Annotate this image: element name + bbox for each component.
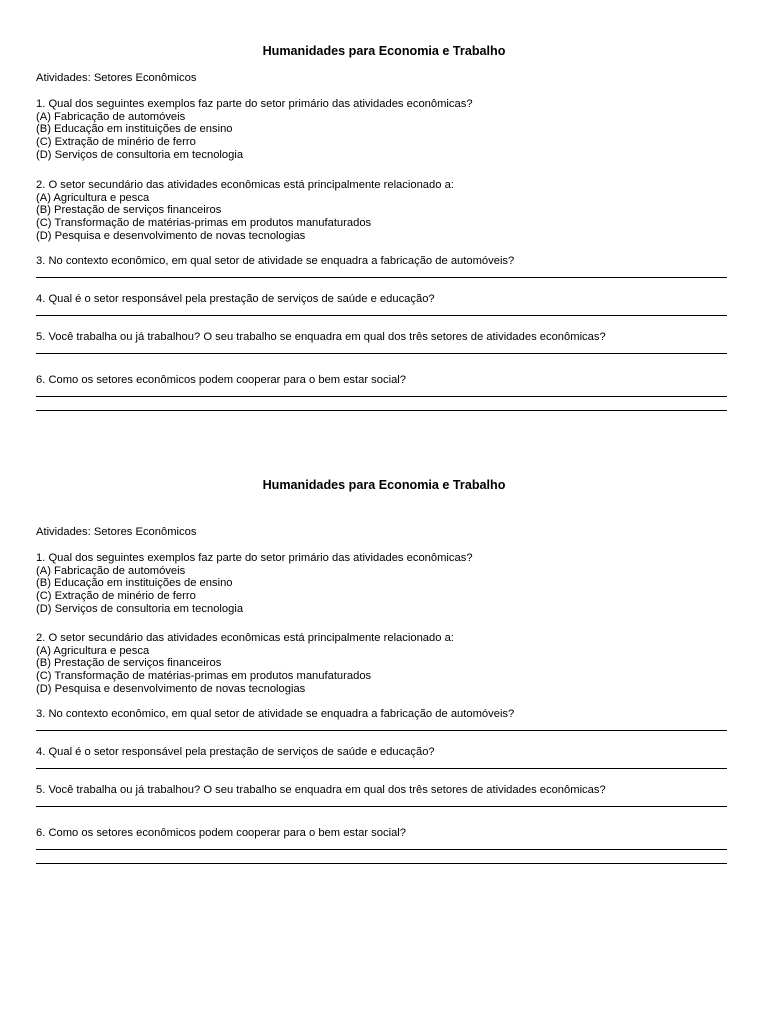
- worksheet-2: [0, 477, 768, 839]
- answer-line-5[interactable]: [36, 806, 727, 807]
- question-2: [36, 179, 727, 243]
- question-5-text: 5. Você trabalha ou já trabalhou? O seu trabalho se enquadra em qual dos três setores de atividades econômicas?: [36, 331, 606, 343]
- question-2-option-b: (B) Prestação de serviços financeiros: [36, 204, 222, 217]
- question-6-text: 6. Como os setores econômicos podem cooperar para o bem estar social?: [36, 827, 406, 839]
- answer-line-5[interactable]: [36, 353, 727, 354]
- question-1-text: 1. Qual dos seguintes exemplos faz parte do setor primário das atividades econômicas?: [36, 552, 473, 564]
- question-3-text: 3. No contexto econômico, em qual setor de atividade se enquadra a fabricação de automóveis?: [36, 255, 515, 267]
- question-2-option-b: (B) Prestação de serviços financeiros: [36, 657, 222, 670]
- question-1-option-c: (C) Extração de minério de ferro: [36, 590, 196, 603]
- question-6-text: 6. Como os setores econômicos podem cooperar para o bem estar social?: [36, 374, 406, 386]
- answer-line-4[interactable]: [36, 768, 727, 769]
- question-2-option-c: (C) Transformação de matérias-primas em produtos manufaturados: [36, 670, 372, 683]
- question-6: [36, 374, 727, 387]
- worksheet-title: Humanidades para Economia e Trabalho: [262, 478, 506, 492]
- question-3-text: 3. No contexto econômico, em qual setor de atividade se enquadra a fabricação de automóveis?: [36, 708, 515, 720]
- answer-line-6a[interactable]: [36, 396, 727, 397]
- question-1-text: 1. Qual dos seguintes exemplos faz parte do setor primário das atividades econômicas?: [36, 98, 473, 110]
- question-1: [36, 552, 727, 616]
- worksheet-title: Humanidades para Economia e Trabalho: [262, 44, 506, 58]
- question-2-option-c: (C) Transformação de matérias-primas em produtos manufaturados: [36, 217, 372, 230]
- answer-line-4[interactable]: [36, 315, 727, 316]
- answer-line-3[interactable]: [36, 730, 727, 731]
- question-1-option-c: (C) Extração de minério de ferro: [36, 136, 196, 149]
- question-2-option-d: (D) Pesquisa e desenvolvimento de novas tecnologias: [36, 229, 306, 242]
- question-6: [36, 827, 727, 840]
- question-3: [36, 255, 727, 268]
- question-2: [36, 632, 727, 696]
- worksheet-subtitle: Atividades: Setores Econômicos: [36, 72, 197, 84]
- question-1-option-b: (B) Educação em instituições de ensino: [36, 577, 233, 590]
- question-2-option-d: (D) Pesquisa e desenvolvimento de novas tecnologias: [36, 682, 306, 695]
- question-3: [36, 708, 727, 721]
- question-5: [36, 331, 727, 344]
- question-4-text: 4. Qual é o setor responsável pela prestação de serviços de saúde e educação?: [36, 746, 435, 758]
- question-1: [36, 98, 727, 162]
- answer-line-6a[interactable]: [36, 849, 727, 850]
- question-4-text: 4. Qual é o setor responsável pela prestação de serviços de saúde e educação?: [36, 293, 435, 305]
- question-1-option-a: (A) Fabricação de automóveis: [36, 564, 186, 577]
- question-4: [36, 293, 727, 306]
- question-4: [36, 746, 727, 759]
- question-1-option-d: (D) Serviços de consultoria em tecnologia: [36, 148, 244, 161]
- question-5: [36, 784, 727, 797]
- question-5-text: 5. Você trabalha ou já trabalhou? O seu trabalho se enquadra em qual dos três setores de atividades econômicas?: [36, 784, 606, 796]
- question-2-text: 2. O setor secundário das atividades econômicas está principalmente relacionado a:: [36, 632, 454, 644]
- answer-line-3[interactable]: [36, 277, 727, 278]
- question-1-option-d: (D) Serviços de consultoria em tecnologia: [36, 602, 244, 615]
- question-1-option-b: (B) Educação em instituições de ensino: [36, 123, 233, 136]
- answer-line-6b[interactable]: [36, 410, 727, 411]
- worksheet-subtitle: Atividades: Setores Econômicos: [36, 526, 197, 538]
- question-2-option-a: (A) Agricultura e pesca: [36, 644, 150, 657]
- answer-line-6b[interactable]: [36, 863, 727, 864]
- question-1-option-a: (A) Fabricação de automóveis: [36, 110, 186, 123]
- question-2-option-a: (A) Agricultura e pesca: [36, 191, 150, 204]
- worksheet-1: [0, 43, 768, 386]
- question-2-text: 2. O setor secundário das atividades econômicas está principalmente relacionado a:: [36, 179, 454, 191]
